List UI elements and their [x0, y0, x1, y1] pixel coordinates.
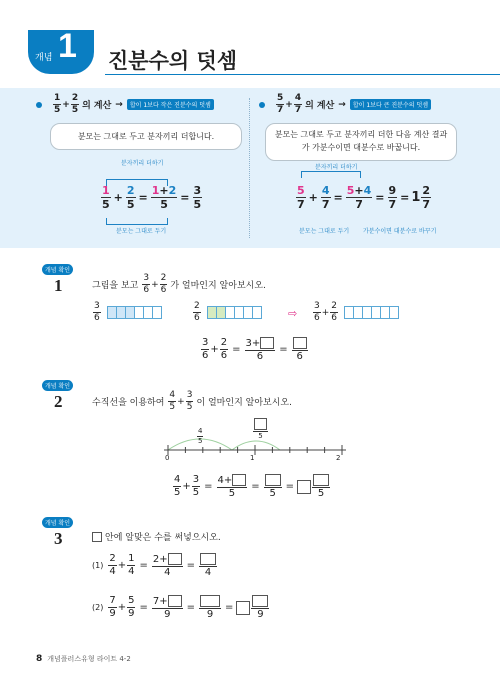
top-note: 분자끼리 더하기 — [315, 164, 358, 171]
header — [0, 0, 500, 80]
bottom-bracket — [106, 218, 168, 225]
answer-box[interactable] — [297, 480, 311, 494]
badge: 합이 1보다 작은 진분수의 덧셈 — [127, 99, 214, 110]
answer-box[interactable] — [200, 553, 216, 565]
fraction: $\frac{4}{7}$ — [294, 93, 302, 115]
bottom-note-2: 가분수이면 대분수로 바꾸기 — [363, 228, 437, 235]
question-number: 1 — [54, 276, 63, 295]
footer — [36, 654, 131, 664]
question-number: 2 — [54, 392, 63, 411]
answer-equation: $\frac{3}{6}$ + $\frac{2}{6}$ = $\frac{3+}{6}$ = 6 — [200, 337, 309, 362]
bar-cell — [252, 306, 262, 319]
question-text: 그림을 보고 $\frac{3}{6}$ + $\frac{2}{6}$ 가 얼마인지 알아보시오. — [92, 273, 266, 295]
concept-panel — [0, 88, 500, 248]
fraction-bar-sum: $\frac{3}{6}$ + $\frac{2}{6}$ — [312, 302, 399, 323]
arc-label-2: 5 — [252, 418, 269, 440]
concept-left — [36, 93, 246, 235]
concept-right-heading: $\frac{5}{7}$ + $\frac{4}{7}$ 의 계산 → 합이 1보다 큰 진분수의 덧셈 — [259, 94, 469, 115]
concept-right — [259, 93, 469, 235]
rule-box: 분모는 그대로 두고 분자끼리 더한 다음 계산 결과가 가분수이면 대분수로 바꿉니다. — [265, 123, 457, 161]
divider — [249, 98, 251, 238]
bullet-icon — [259, 102, 265, 108]
answer-box[interactable] — [168, 553, 182, 565]
tick-label-0: 0 — [165, 454, 170, 462]
example-equation: $\frac{1}{5}$ + $\frac{2}{5}$ = $\frac{1+2}{5}$ = $\frac{3}{5}$ — [102, 184, 202, 211]
arrow-icon: → — [338, 99, 346, 110]
concept-badge-number: 1 — [58, 27, 77, 65]
page-title: 진분수의 덧셈 — [108, 49, 238, 73]
answer-box[interactable] — [293, 337, 307, 349]
answer-box[interactable] — [200, 595, 220, 607]
concept-badge-tag: 개념 — [35, 53, 53, 63]
book-title: 개념플러스유형 라이트 4-2 — [47, 655, 131, 663]
problem-2: (2) $\frac{7}{9}$ + $\frac{5}{9}$ = $\frac{7+}{9}$ = 9 = 9 — [92, 595, 270, 620]
fraction: $\frac{1}{5}$ — [54, 93, 61, 115]
page-number: 8 — [36, 654, 43, 664]
bottom-note: 분모는 그대로 두기 — [299, 228, 350, 235]
concept-left-heading — [36, 94, 246, 115]
answer-equation: $\frac{4}{5}$ + $\frac{3}{5}$ = $\frac{4+}{5}$ = 5 = 5 — [172, 474, 331, 499]
problem-1: (1) $\frac{2}{4}$ + $\frac{1}{4}$ = $\frac{2+}{4}$ = 4 — [92, 553, 218, 578]
plus-sign: + — [62, 99, 70, 110]
bar-cell — [389, 306, 399, 319]
answer-box[interactable] — [260, 337, 274, 349]
fraction: $\frac{5}{7}$ — [277, 93, 284, 115]
question-text: 수직선을 이용하여 $\frac{4}{5}$ + $\frac{3}{5}$ 이 얼마인지 알아보시오. — [92, 390, 292, 412]
badge: 합이 1보다 큰 진분수의 덧셈 — [350, 99, 431, 110]
bar-cell — [152, 306, 162, 319]
answer-box[interactable] — [252, 595, 268, 607]
question-tag: 개념 확인 — [42, 264, 73, 275]
answer-box[interactable] — [232, 474, 246, 486]
question-tag: 개념 확인 — [42, 380, 73, 391]
tick-label-1: 1 — [250, 454, 255, 462]
fraction-bar-1: $\frac{3}{6}$ — [92, 302, 162, 323]
top-note: 분자끼리 더하기 — [121, 160, 164, 167]
answer-box[interactable] — [313, 474, 329, 486]
question-number: 3 — [54, 529, 63, 548]
blank-box-icon — [92, 532, 102, 542]
question-text: 안에 알맞은 수를 써넣으시오. — [92, 530, 221, 543]
top-bracket — [301, 171, 361, 178]
answer-box[interactable] — [254, 418, 267, 430]
bullet-icon — [36, 102, 42, 108]
bottom-note: 분모는 그대로 두기 — [116, 228, 167, 235]
answer-box[interactable] — [265, 474, 281, 486]
arrow-icon: ⇨ — [288, 307, 298, 320]
rule-box: 분모는 그대로 두고 분자끼리 더합니다. — [50, 123, 242, 150]
tick-label-2: 2 — [336, 454, 341, 462]
fraction-bar-2: $\frac{2}{6}$ — [192, 302, 262, 323]
heading-label: 의 계산 — [82, 101, 112, 111]
arc-label-1: $\frac{4}{5}$ — [198, 427, 203, 445]
question-tag: 개념 확인 — [42, 517, 73, 528]
heading-label: 의 계산 — [305, 101, 335, 111]
answer-box[interactable] — [236, 601, 250, 615]
answer-box[interactable] — [168, 595, 182, 607]
example-equation: $\frac{5}{7}$ + $\frac{4}{7}$ = $\frac{5+4}{7}$ = $\frac{9}{7}$ = 1 $\frac{2}{7}$ — [297, 184, 431, 211]
fraction: $\frac{2}{5}$ — [71, 93, 79, 115]
arrow-icon: → — [115, 99, 123, 110]
